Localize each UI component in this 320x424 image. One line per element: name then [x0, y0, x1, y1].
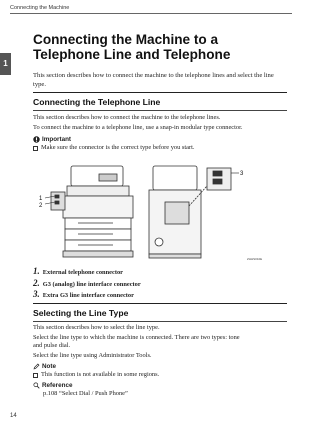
- section1-paragraph-1: This section describes how to connect the machine to the telephone lines.: [33, 114, 221, 121]
- note-label: Note: [42, 363, 56, 370]
- section2-paragraph-2: Select the line type to which the machine is connected. There are two types: tone: [33, 334, 240, 341]
- reference-label: Reference: [42, 382, 73, 389]
- section2-paragraph-2-cont: and pulse dial.: [33, 342, 71, 349]
- detail-port: [213, 179, 222, 184]
- rear-cover-knob: [155, 238, 163, 246]
- note-item: [33, 371, 159, 379]
- important-item: [33, 144, 195, 152]
- machine-rear-base: [149, 254, 201, 258]
- machine-front-tray-1: [65, 218, 131, 229]
- section-top-bar: [33, 92, 287, 93]
- important-heading: [33, 136, 71, 143]
- list-item: [33, 289, 134, 299]
- list-label: External telephone connector: [42, 269, 123, 276]
- note-heading: [33, 363, 56, 370]
- detail-port: [213, 171, 222, 176]
- section-heading-line-type: Selecting the Line Type: [33, 308, 129, 318]
- header-rule: [10, 13, 292, 14]
- machine-front-body: [63, 196, 133, 218]
- pencil-icon: [33, 363, 40, 370]
- section2-paragraph-3: Select the line type using Administrator Tools.: [33, 352, 152, 359]
- magnifier-icon: [33, 382, 40, 389]
- rear-panel: [165, 202, 189, 224]
- callout-3: 3: [240, 171, 244, 177]
- section-heading-telephone-line: Connecting the Telephone Line: [33, 97, 161, 107]
- machine-front-tray-3: [65, 240, 131, 251]
- connector-port: [55, 201, 59, 204]
- connector-port: [55, 195, 59, 198]
- checkbox-icon: [33, 146, 38, 151]
- list-number: 3.: [33, 289, 40, 299]
- machine-front-tray-2: [65, 229, 131, 240]
- section2-paragraph-1: This section describes how to select the line type.: [33, 324, 160, 331]
- section-top-bar: [33, 303, 287, 304]
- important-label: Important: [42, 136, 72, 143]
- page-number: 14: [10, 413, 17, 419]
- reference-heading: [33, 382, 72, 389]
- note-item-text: This function is not available in some regions.: [41, 371, 160, 378]
- machine-rear-top: [153, 166, 197, 190]
- list-number: 1.: [33, 266, 40, 276]
- callout-1: 1: [39, 196, 43, 202]
- section-underline: [33, 110, 287, 111]
- section1-paragraph-2: To connect the machine to a telephone line, use a snap-in modular type connector.: [33, 124, 243, 131]
- important-icon: [33, 136, 40, 143]
- machine-connection-figure: [33, 162, 291, 262]
- important-item-text: Make sure the connector is the correct type before you start.: [41, 144, 195, 151]
- intro-text: This section describes how to connect the machine to the telephone lines and select the line type.: [33, 72, 274, 88]
- reference-link[interactable]: p.108 “Select Dial / Push Phone”: [43, 390, 128, 397]
- list-item: [33, 278, 141, 288]
- figure-code: ZHHS010E: [247, 257, 263, 261]
- list-item: [33, 266, 123, 276]
- callout-2: 2: [39, 203, 43, 209]
- chapter-tab: 1: [0, 53, 11, 75]
- machine-front-output-tray: [67, 186, 129, 196]
- control-panel: [99, 174, 117, 181]
- machine-front-base: [63, 251, 133, 257]
- section-underline: [33, 321, 287, 322]
- checkbox-icon: [33, 373, 38, 378]
- running-header: Connecting the Machine: [10, 5, 70, 11]
- list-number: 2.: [33, 278, 40, 288]
- list-label: G3 (analog) line interface connector: [42, 281, 141, 288]
- list-label: Extra G3 line interface connector: [42, 292, 134, 299]
- page-title: Connecting the Machine to a Telephone Line and Telephone: [33, 32, 231, 62]
